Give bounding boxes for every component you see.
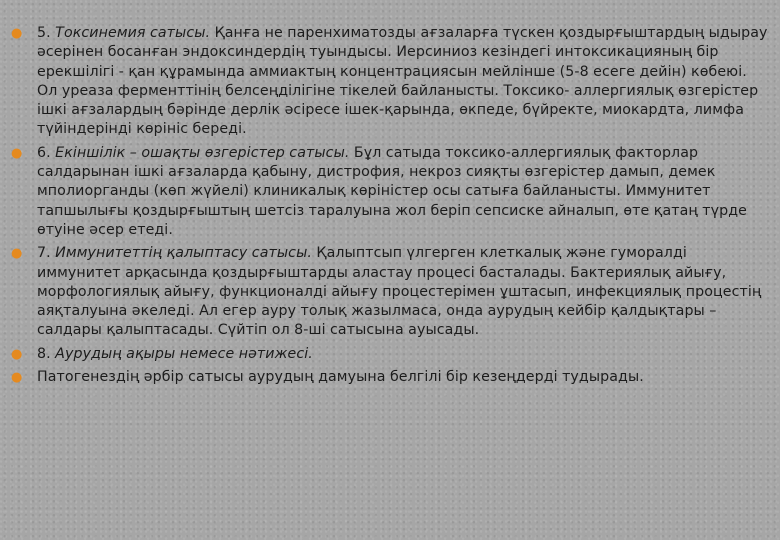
- bullet-body: Патогенездің әрбір сатысы аурудың дамуына белгілі бір кезеңдерді тудырады.: [37, 369, 644, 386]
- bullet-body: Қалыптсып үлгерген клеткалық және гуморалді иммунитет арқасында қоздырғыштарды аластау процесі басталады. Бактериялық айығу, морфологиялық айығу, функционалді айығу процестерімен ұштасып, инфекциялық процестің аяқталуына әкеледі. Ал егер ауру толық жазылмаса, онда аурудың кейбір қалдықтары – салдары қалыптасады. Сүйтіп ол 8-ші сатысына ауысады.: [37, 245, 762, 339]
- bullet-icon: ●: [11, 370, 23, 386]
- bullet-item-5: [9, 24, 769, 140]
- bullet-number: 6.: [37, 144, 51, 161]
- bullet-item-7: [9, 244, 769, 340]
- bullet-icon: ●: [11, 346, 23, 362]
- bullet-number: 8.: [37, 345, 51, 362]
- bullet-item-summary: [9, 368, 769, 387]
- bullet-icon: ●: [11, 246, 23, 262]
- bullet-item-8: [9, 345, 769, 364]
- bullet-heading: Токсинемия сатысы.: [55, 25, 211, 41]
- bullet-body: Бұл сатыда токсико-аллергиялық факторлар салдарынан ішкі ағзаларда қабыну, дистрофия, некроз сияқты өзгерістер дамып, демек мполиорганды (көп жүйелі) клиникалық көріністер осы сатыға байланысты. Иммунитет тапшылығы қоздырғыштың шетсіз таралуына жол беріп сепсиске айналып, өте қатаң түрде өтуіне әсер етеді.: [37, 144, 747, 238]
- bullet-heading: Аурудың ақыры немесе нәтижесі.: [55, 345, 313, 362]
- bullet-heading: Екіншілік – ошақты өзгерістер сатысы.: [55, 144, 350, 161]
- bullet-number: 5.: [37, 25, 51, 41]
- bullet-item-6: [9, 144, 769, 240]
- bullet-heading: Иммунитеттің қалыптасу сатысы.: [55, 245, 312, 262]
- bullet-icon: ●: [11, 26, 23, 41]
- bullet-list: [9, 24, 769, 391]
- bullet-number: 7.: [37, 245, 51, 262]
- bullet-icon: ●: [11, 145, 23, 161]
- bullet-body: Қанға не паренхиматозды ағзаларға түскен қоздырғыштардың ыдырау әсерінен босанған эндоксиндердің туындысы. Иерсиниоз кезіндегі интоксикацияның бір ерекшілігі - қан құрамында аммиактың концентрациясын мейлінше (5-8 есеге дейін) көбеюі. Ол уреаза ферменттінің белсеңділігіне тікелей байланысты. Токсико- аллергиялық өзгерістер ішкі ағзалардың бәрінде дерлік әсіресе ішек-қарында, өкпеде, бүйректе, миокардта, лимфа түйіндерінді көрініс береді.: [37, 25, 768, 138]
